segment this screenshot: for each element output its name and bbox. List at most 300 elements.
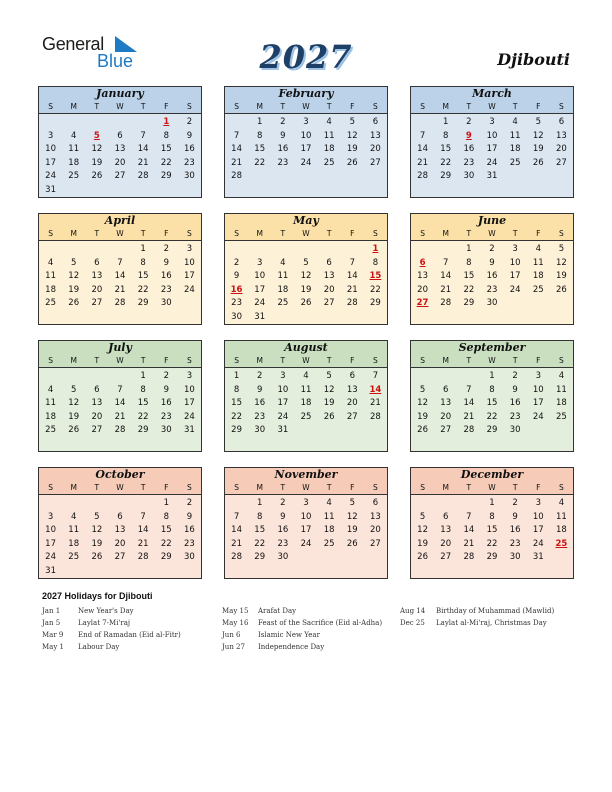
holiday-name: Islamic New Year <box>258 631 320 639</box>
day-cell: 16 <box>254 398 266 409</box>
day-cell: 24 <box>184 284 195 295</box>
day-cell: 31 <box>45 184 56 195</box>
day-cell: 27 <box>346 411 358 422</box>
day-cell: 17 <box>300 144 312 155</box>
weekday-label: W <box>116 229 124 238</box>
day-cell: 4 <box>512 117 518 127</box>
day-cell: 19 <box>346 144 358 155</box>
day-cell: 18 <box>45 411 56 422</box>
holiday-column <box>42 605 181 653</box>
weekday-label: W <box>488 102 496 111</box>
day-cell: 25 <box>68 552 80 563</box>
day-cell: 15 <box>486 525 498 536</box>
weekday-label: T <box>140 356 146 365</box>
day-cell: 19 <box>91 157 103 168</box>
weekday-label: M <box>256 356 263 365</box>
day-cell: 6 <box>443 384 449 395</box>
day-cell: 2 <box>489 244 495 254</box>
day-cell: 26 <box>532 157 544 168</box>
day-cell: 19 <box>556 271 567 282</box>
weekday-label: M <box>442 356 449 365</box>
day-cell: 11 <box>68 525 80 536</box>
day-cell: 15 <box>137 398 149 409</box>
weekday-label: T <box>512 483 518 492</box>
day-cell: 24 <box>45 552 56 563</box>
empty-cell <box>108 116 131 130</box>
weekday-label: T <box>512 102 518 111</box>
day-cell: 30 <box>184 552 195 563</box>
logo-blue-text: Blue <box>97 51 134 71</box>
holiday-date: Jan 5 <box>42 619 61 627</box>
day-cell: 21 <box>440 284 452 295</box>
day-cell: 8 <box>257 511 263 522</box>
weekday-label: F <box>350 102 355 111</box>
day-cell: 1 <box>140 371 146 381</box>
day-cell: 25 <box>323 538 335 549</box>
day-cell: 27 <box>323 298 335 309</box>
day-cell: 5 <box>71 384 77 395</box>
day-cell: 9 <box>280 130 286 141</box>
day-cell: 26 <box>323 411 335 422</box>
day-cell: 3 <box>280 371 286 381</box>
day-cell: 11 <box>68 144 80 155</box>
day-cell: 3 <box>303 117 309 127</box>
day-cell: 24 <box>532 538 544 549</box>
day-cell: 1 <box>140 244 146 254</box>
weekday-label: W <box>116 356 124 365</box>
day-cell: 25 <box>532 284 544 295</box>
holiday-name: New Year's Day <box>78 607 134 615</box>
day-cell: 19 <box>91 538 103 549</box>
weekday-header <box>39 355 201 368</box>
day-cell: 23 <box>277 157 289 168</box>
empty-cell <box>434 370 457 384</box>
day-cell: 31 <box>184 425 195 436</box>
day-cell: 9 <box>233 271 240 282</box>
day-cell: 27 <box>91 298 103 309</box>
weekday-label: T <box>466 102 472 111</box>
day-cell: 19 <box>300 284 312 295</box>
weekday-label: M <box>442 229 449 238</box>
day-cell: 11 <box>323 511 335 522</box>
day-grid <box>39 495 201 579</box>
day-cell: 8 <box>257 130 263 141</box>
weekday-label: S <box>48 483 53 492</box>
day-cell: 15 <box>486 398 498 409</box>
day-cell: 7 <box>117 384 123 395</box>
weekday-label: S <box>48 356 53 365</box>
empty-cell <box>108 243 131 257</box>
day-cell: 26 <box>91 171 103 182</box>
day-cell: 2 <box>280 498 286 508</box>
day-cell: 3 <box>535 371 541 381</box>
day-cell: 11 <box>509 130 521 141</box>
day-cell: 29 <box>486 552 498 563</box>
day-cell: 27 <box>114 552 126 563</box>
day-cell: 12 <box>68 398 80 409</box>
day-cell: 24 <box>277 411 289 422</box>
day-cell: 11 <box>323 130 335 141</box>
day-cell: 25 <box>45 425 56 436</box>
weekday-header <box>225 228 387 241</box>
weekday-label: T <box>94 229 100 238</box>
weekday-label: S <box>187 483 192 492</box>
day-cell: 20 <box>440 538 452 549</box>
weekday-label: F <box>536 483 541 492</box>
day-cell: 4 <box>558 371 565 381</box>
day-cell: 5 <box>419 384 426 395</box>
empty-cell <box>411 497 434 511</box>
weekday-label: W <box>302 356 310 365</box>
day-cell: 22 <box>160 538 172 549</box>
day-cell: 18 <box>277 284 289 295</box>
holidays-title: 2027 Holidays for Djibouti <box>42 591 153 601</box>
day-cell: 23 <box>184 157 195 168</box>
day-cell: 21 <box>463 538 475 549</box>
day-cell: 22 <box>440 157 452 168</box>
day-cell: 21 <box>114 411 126 422</box>
empty-cell <box>225 116 248 130</box>
weekday-label: T <box>326 102 332 111</box>
day-cell: 30 <box>184 171 195 182</box>
day-cell: 22 <box>231 411 242 422</box>
weekday-header <box>225 101 387 114</box>
day-cell: 28 <box>440 298 452 309</box>
day-cell: 28 <box>114 298 126 309</box>
weekday-header <box>225 355 387 368</box>
day-cell: 18 <box>532 271 544 282</box>
day-cell: 25 <box>509 157 521 168</box>
weekday-label: F <box>164 356 169 365</box>
day-cell: 10 <box>509 257 521 268</box>
empty-cell <box>434 243 457 257</box>
weekday-header <box>411 101 573 114</box>
day-cell: 17 <box>184 271 195 282</box>
day-cell: 19 <box>323 398 335 409</box>
day-cell: 18 <box>556 398 567 409</box>
day-cell: 11 <box>556 511 567 522</box>
day-cell: 3 <box>512 244 518 254</box>
month-may <box>224 213 388 325</box>
day-grid <box>225 114 387 184</box>
day-cell: 5 <box>349 117 355 127</box>
day-cell: 8 <box>443 130 449 141</box>
day-cell: 4 <box>326 498 332 508</box>
day-cell: 25 <box>323 157 335 168</box>
empty-cell <box>294 243 317 257</box>
weekday-label: S <box>559 229 564 238</box>
weekday-label: S <box>234 102 239 111</box>
day-cell: 7 <box>349 257 355 268</box>
month-september <box>410 340 574 452</box>
day-cell: 12 <box>91 144 103 155</box>
empty-cell <box>39 243 62 257</box>
day-cell: 8 <box>140 384 146 395</box>
day-cell: 19 <box>417 411 428 422</box>
weekday-label: S <box>373 102 378 111</box>
day-cell: 13 <box>91 398 103 409</box>
day-cell: 19 <box>346 525 358 536</box>
weekday-label: W <box>302 229 310 238</box>
day-cell: 13 <box>323 271 335 282</box>
empty-cell <box>434 497 457 511</box>
empty-cell <box>132 116 155 130</box>
day-cell: 21 <box>114 284 126 295</box>
month-december <box>410 467 574 579</box>
day-cell: 18 <box>556 525 567 536</box>
weekday-label: F <box>164 483 169 492</box>
day-cell: 28 <box>463 552 475 563</box>
day-grid <box>411 495 573 565</box>
weekday-label: S <box>420 483 425 492</box>
day-cell: 4 <box>280 257 286 268</box>
day-cell: 14 <box>114 398 126 409</box>
weekday-label: F <box>350 483 355 492</box>
day-cell: 6 <box>117 130 123 141</box>
weekday-label: T <box>466 483 472 492</box>
weekday-label: T <box>326 356 332 365</box>
day-cell: 29 <box>254 552 266 563</box>
holiday-date: Jun 27 <box>222 643 245 651</box>
day-cell: 17 <box>184 398 195 409</box>
day-cell: 27 <box>370 538 381 549</box>
day-cell: 21 <box>137 157 149 168</box>
day-cell: 25 <box>556 411 567 422</box>
day-cell: 23 <box>231 298 242 309</box>
day-cell: 26 <box>346 538 358 549</box>
day-cell: 26 <box>300 298 312 309</box>
holiday-day-cell: 25 <box>555 538 568 549</box>
day-cell: 2 <box>186 117 193 127</box>
day-grid <box>39 368 201 438</box>
day-cell: 27 <box>91 425 103 436</box>
month-title: May <box>225 214 387 228</box>
day-cell: 9 <box>257 384 263 395</box>
day-cell: 24 <box>509 284 521 295</box>
day-cell: 6 <box>372 117 379 127</box>
day-cell: 7 <box>117 257 123 268</box>
day-cell: 18 <box>509 144 521 155</box>
holiday-name: Labour Day <box>78 643 120 651</box>
day-grid <box>39 114 201 198</box>
day-cell: 20 <box>370 525 381 536</box>
holiday-item <box>222 617 382 629</box>
day-cell: 13 <box>370 130 381 141</box>
weekday-label: T <box>280 102 286 111</box>
day-cell: 1 <box>257 498 263 508</box>
day-cell: 1 <box>233 371 240 381</box>
day-cell: 11 <box>277 271 289 282</box>
day-cell: 8 <box>372 257 379 268</box>
day-cell: 20 <box>556 144 567 155</box>
day-cell: 18 <box>323 144 335 155</box>
day-cell: 5 <box>303 257 309 268</box>
day-cell: 5 <box>326 371 332 381</box>
day-cell: 11 <box>300 384 312 395</box>
day-grid <box>411 368 573 438</box>
weekday-label: S <box>48 229 53 238</box>
month-title: November <box>225 468 387 482</box>
day-cell: 21 <box>231 538 242 549</box>
day-cell: 17 <box>532 398 544 409</box>
day-cell: 17 <box>45 157 56 168</box>
day-cell: 14 <box>463 398 475 409</box>
day-cell: 31 <box>486 171 498 182</box>
day-cell: 5 <box>349 498 355 508</box>
weekday-label: T <box>512 229 518 238</box>
weekday-label: T <box>326 483 332 492</box>
day-cell: 9 <box>512 384 518 395</box>
day-cell: 16 <box>486 271 498 282</box>
month-title: July <box>39 341 201 355</box>
day-cell: 3 <box>47 511 54 522</box>
day-cell: 24 <box>254 298 266 309</box>
day-cell: 22 <box>463 284 475 295</box>
day-cell: 3 <box>535 498 541 508</box>
day-cell: 7 <box>233 130 240 141</box>
weekday-label: M <box>442 102 449 111</box>
day-cell: 12 <box>323 384 335 395</box>
day-cell: 15 <box>137 271 149 282</box>
weekday-label: T <box>140 483 146 492</box>
weekday-label: F <box>536 356 541 365</box>
day-cell: 29 <box>137 425 149 436</box>
day-cell: 4 <box>558 498 565 508</box>
day-cell: 23 <box>509 538 521 549</box>
weekday-label: W <box>488 356 496 365</box>
day-cell: 6 <box>443 511 449 522</box>
day-cell: 3 <box>303 498 309 508</box>
holiday-day-cell: 16 <box>230 284 243 295</box>
day-grid <box>225 241 387 325</box>
day-cell: 7 <box>443 257 449 268</box>
day-cell: 13 <box>91 271 103 282</box>
day-cell: 30 <box>463 171 475 182</box>
day-cell: 24 <box>184 411 195 422</box>
day-cell: 15 <box>160 525 172 536</box>
day-cell: 28 <box>231 552 242 563</box>
day-cell: 28 <box>114 425 126 436</box>
month-title: January <box>39 87 201 101</box>
day-cell: 28 <box>463 425 475 436</box>
day-cell: 30 <box>509 425 521 436</box>
day-cell: 3 <box>47 130 54 141</box>
day-cell: 6 <box>94 384 100 395</box>
month-title: September <box>411 341 573 355</box>
day-cell: 15 <box>254 144 266 155</box>
day-cell: 4 <box>535 244 541 254</box>
day-cell: 15 <box>440 144 452 155</box>
day-cell: 7 <box>372 371 379 381</box>
weekday-label: S <box>234 229 239 238</box>
weekday-label: S <box>559 483 564 492</box>
day-cell: 28 <box>417 171 428 182</box>
holiday-day-cell: 15 <box>369 271 382 282</box>
empty-cell <box>411 243 434 257</box>
day-cell: 29 <box>486 425 498 436</box>
day-cell: 9 <box>512 511 518 522</box>
day-cell: 9 <box>186 130 193 141</box>
weekday-label: W <box>488 229 496 238</box>
day-cell: 22 <box>486 411 498 422</box>
empty-cell <box>457 497 480 511</box>
weekday-label: S <box>187 356 192 365</box>
day-grid <box>411 241 573 311</box>
day-cell: 10 <box>184 384 195 395</box>
holiday-name: Independence Day <box>258 643 325 651</box>
day-cell: 17 <box>532 525 544 536</box>
day-cell: 11 <box>556 384 567 395</box>
empty-cell <box>248 243 271 257</box>
day-cell: 8 <box>163 511 169 522</box>
weekday-label: S <box>420 102 425 111</box>
day-cell: 5 <box>94 511 100 522</box>
empty-cell <box>411 116 434 130</box>
day-cell: 24 <box>45 171 56 182</box>
month-title: August <box>225 341 387 355</box>
day-cell: 16 <box>184 144 195 155</box>
day-cell: 23 <box>254 411 266 422</box>
empty-cell <box>341 243 364 257</box>
day-cell: 29 <box>370 298 381 309</box>
holiday-item <box>42 617 181 629</box>
empty-cell <box>132 497 155 511</box>
day-grid <box>225 368 387 438</box>
day-cell: 26 <box>417 425 428 436</box>
empty-cell <box>108 370 131 384</box>
day-cell: 7 <box>466 511 472 522</box>
day-cell: 2 <box>163 371 169 381</box>
day-cell: 20 <box>323 284 335 295</box>
day-cell: 29 <box>463 298 475 309</box>
weekday-header <box>39 101 201 114</box>
day-cell: 13 <box>440 525 452 536</box>
day-cell: 16 <box>184 525 195 536</box>
holiday-date: Mar 9 <box>42 631 64 639</box>
day-cell: 27 <box>440 552 452 563</box>
empty-cell <box>85 497 108 511</box>
day-cell: 8 <box>140 257 146 268</box>
day-cell: 21 <box>463 411 475 422</box>
day-cell: 16 <box>160 271 172 282</box>
weekday-label: M <box>256 102 263 111</box>
holiday-date: Jan 1 <box>42 607 61 615</box>
day-cell: 11 <box>532 257 544 268</box>
day-cell: 6 <box>326 257 332 268</box>
day-cell: 29 <box>160 552 172 563</box>
weekday-label: T <box>280 229 286 238</box>
day-cell: 18 <box>68 157 80 168</box>
day-cell: 21 <box>346 284 358 295</box>
day-cell: 2 <box>512 371 518 381</box>
day-cell: 26 <box>68 298 80 309</box>
day-cell: 14 <box>417 144 428 155</box>
holiday-name: Birthday of Muhammad (Mawlid) <box>436 607 555 615</box>
day-cell: 6 <box>349 371 355 381</box>
empty-cell <box>85 116 108 130</box>
day-cell: 9 <box>280 511 286 522</box>
day-cell: 10 <box>184 257 195 268</box>
day-cell: 14 <box>463 525 475 536</box>
day-grid <box>39 241 201 311</box>
month-title: June <box>411 214 573 228</box>
weekday-label: T <box>512 356 518 365</box>
day-cell: 8 <box>489 511 495 522</box>
day-cell: 15 <box>254 525 266 536</box>
day-cell: 21 <box>231 157 242 168</box>
calendar-year: 2027 <box>259 38 353 76</box>
day-cell: 23 <box>463 157 475 168</box>
